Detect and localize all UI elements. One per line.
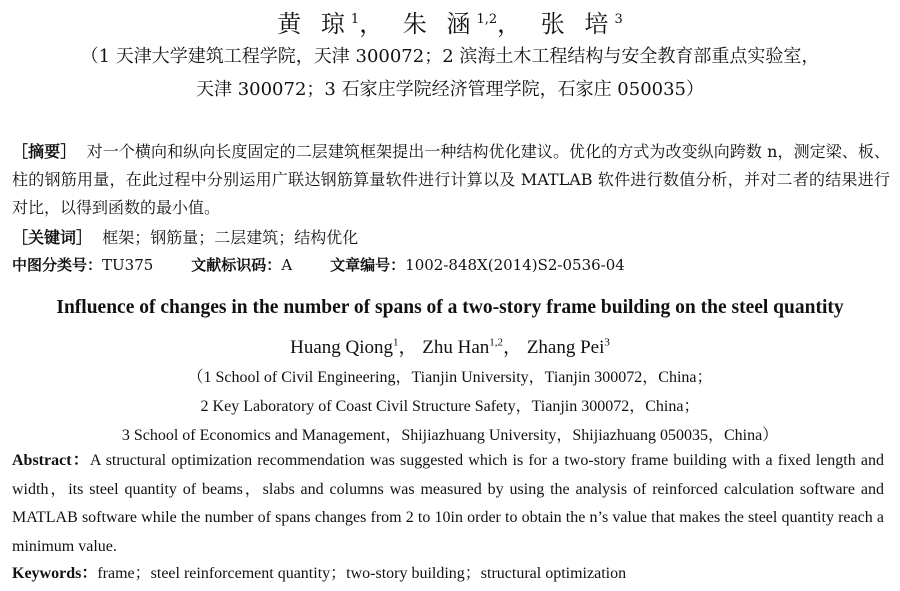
en-abstract-text: A structural optimization recommendation was suggested which is for a two-story frame building with a fixed length and width，its steel quantity of beams，slabs and columns was measured by using the analysis of reinforced calculation software and MATLAB software while the number of spans changes from 2 to 10in order to obtain the n’s value that makes the steel quantity reach a minimum value.: [12, 452, 884, 555]
article-no-value: 1002-848X(2014)S2-0536-04: [405, 256, 625, 274]
doc-code-label: 文献标识码：: [191, 256, 282, 274]
en-title: Influence of changes in the number of spans of a two-story frame building on the steel quantity: [56, 297, 844, 318]
en-abstract-label: Abstract：: [12, 452, 90, 469]
en-author-line: [0, 332, 900, 359]
cn-affiliation-line-2: 天津 300072；3 石家庄学院经济管理学院，石家庄 050035）: [195, 79, 705, 100]
en-author-affil-mark: 1,2: [489, 336, 504, 349]
en-author-affil-mark: 3: [604, 336, 610, 349]
cn-abstract-text: 对一个横向和纵向长度固定的二层建筑框架提出一种结构优化建议。优化的方式为改变纵向跨数 n，测定梁、板、柱的钢筋用量，在此过程中分别运用广联达钢筋算量软件进行计算以及 MATLAB 软件进行数值分析，并对二者的结果进行对比，以得到函数的最小值。: [12, 142, 890, 217]
en-affiliation-line-2: 2 Key Laboratory of Coast Civil Structure Safety，Tianjin 300072，China；: [200, 398, 700, 415]
cn-abstract-tag: ［摘要］: [12, 142, 77, 161]
en-author-name: Zhu Han: [422, 337, 490, 358]
doc-code-value: A: [281, 256, 293, 274]
cn-author-name: 张 培: [540, 10, 615, 38]
en-abstract: [12, 447, 884, 561]
cn-author-affil-mark: 3: [614, 12, 623, 27]
article-no-label: 文章编号：: [330, 256, 406, 274]
en-author-separator: ，: [503, 337, 523, 358]
cn-abstract: [12, 138, 890, 222]
clc-label: 中图分类号：: [12, 256, 103, 274]
en-keywords-text: frame；steel reinforcement quantity；two-story building；structural optimization: [97, 565, 627, 582]
en-author-name: Huang Qiong: [290, 337, 394, 358]
cn-author-line: [0, 4, 900, 39]
cn-author-name: 黄 琼: [277, 10, 351, 38]
en-affiliation-line-1: （1 School of Civil Engineering，Tianjin University，Tianjin 300072，China；: [187, 369, 713, 386]
en-author-affil-mark: 1: [393, 336, 399, 349]
cn-author-separator: ，: [497, 10, 528, 38]
cn-affiliation-line-1: （1 天津大学建筑工程学院，天津 300072；2 滨海土木工程结构与安全教育部重点实验室，: [80, 46, 820, 67]
cn-author-separator: ，: [359, 10, 390, 38]
en-keywords: [12, 562, 626, 586]
clc-value: TU375: [102, 256, 154, 274]
cn-keywords-text: 框架；钢筋量；二层建筑；结构优化: [102, 228, 359, 247]
cn-author-affil-mark: 1,2: [476, 12, 498, 27]
en-author-separator: ，: [398, 337, 418, 358]
cn-classification-row: [12, 253, 625, 277]
en-author-name: Zhang Pei: [526, 337, 605, 358]
en-keywords-label: Keywords：: [12, 565, 98, 582]
en-affiliation-line-3: 3 School of Economics and Management，Shijiazhuang University，Shijiazhuang 050035，China）: [121, 427, 779, 444]
cn-keywords: [12, 224, 890, 252]
cn-keywords-tag: ［关键词］: [12, 228, 93, 247]
cn-author-name: 朱 涵: [402, 10, 477, 38]
cn-author-affil-mark: 1: [350, 12, 360, 27]
